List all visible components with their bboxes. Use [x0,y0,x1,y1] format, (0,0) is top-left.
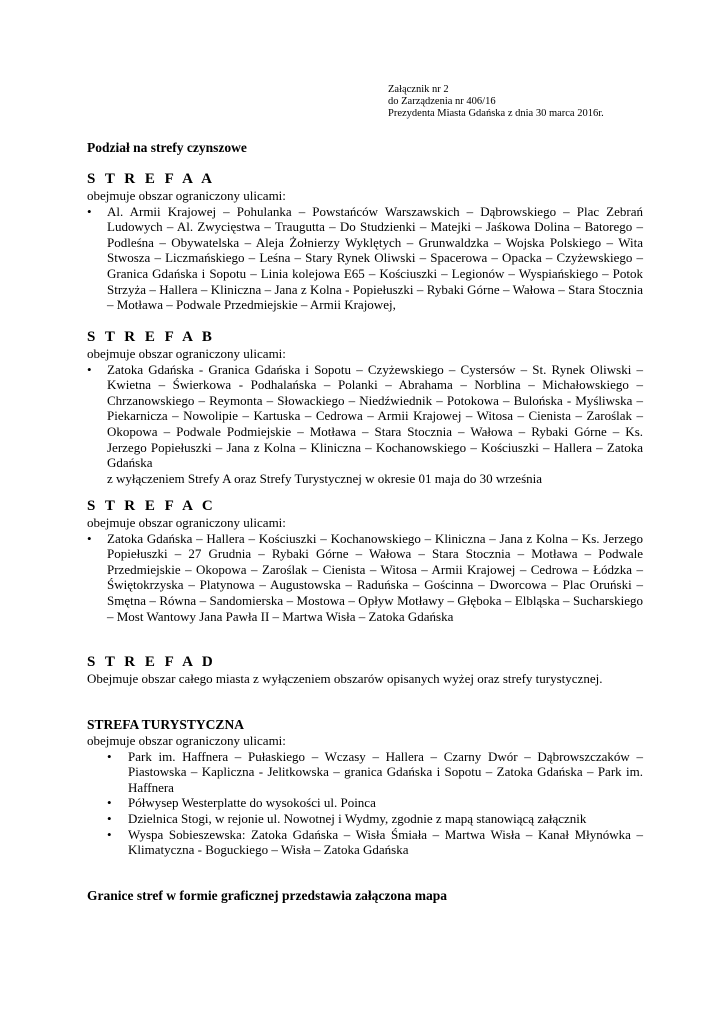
zone-tourist-title: STREFA TURYSTYCZNA [87,717,244,732]
zone-b-street-list [87,362,643,471]
zone-b-description: obejmuje obszar ograniczony ulicami: [87,346,286,361]
zone-b-exclusion: z wyłączeniem Strefy A oraz Strefy Turystycznej w okresie 01 maja do 30 września [107,470,543,486]
zone-b-title: S T R E F A B [87,329,215,345]
zone-tourist-street-list [87,749,643,858]
zone-c-section [87,497,643,624]
map-reference-note: Granice stref w formie graficznej przedstawia załączona mapa [87,888,448,903]
zone-c-street-list [87,531,643,625]
zone-d-title: S T R E F A D [87,654,216,670]
zone-d-section [87,653,643,687]
zone-d-description: Obejmuje obszar całego miasta z wyłączeniem obszarów opisanych wyżej oraz strefy turystycznej. [87,671,603,686]
zone-c-street-item: • Zatoka Gdańska – Hallera – Kościuszki – Kochanowskiego – Kliniczna – Jana z Kolna – Ks. Jerzego Popiełuszki – 27 Grudnia – Rybaki Górne – Wałowa – Stara Stocznia – Motława – Podwale Przedmiejskie – Okopowa – Zaroślak – Cienista – Witosa – Armii Krajowej – Cedrowa – Łódzka – Świętokrzyska – Platynowa – Augustowska – Raduńska – Gościnna – Dworcowa – Plac Oruński – Smętna – Równa – Sandomierska – Mostowa – Opływ Motławy – Głęboka – Elbląska – Sucharskiego – Most Wantowy Jana Pawła II – Martwa Wisła – Zatoka Gdańska [87,531,643,625]
zone-c-description: obejmuje obszar ograniczony ulicami: [87,515,286,530]
zone-tourist-item: • Dzielnica Stogi, w rejonie ul. Nowotnej i Wydmy, zgodnie z mapą stanowiącą załącznik [87,811,643,827]
zone-a-street-item: • Al. Armii Krajowej – Pohulanka – Powstańców Warszawskich – Dąbrowskiego – Plac Zebrań Ludowych – Al. Zwycięstwa – Traugutta – Do Studzienki – Matejki – Jaśkowa Dolina – Batorego – Podleśna – Obywatelska – Aleja Żołnierzy Wyklętych – Grunwaldzka – Wojska Polskiego – Wita Stwosza – Liczmańskiego – Leśna – Stary Rynek Oliwski – Spacerowa – Opacka – Czyżewskiego – Granica Gdańska i Sopotu – Linia kolejowa E65 – Kościuszki – Legionów – Wyspiańskiego – Potok Strzyża – Hallera – Kliniczna – Jana z Kolna - Popiełuszki – Rybaki Górne – Wałowa – Stara Stocznia – Motława – Podwale Przedmiejskie – Armii Krajowej, [87,204,643,313]
zone-tourist-item: • Półwysep Westerplatte do wysokości ul. Poinca [87,795,643,811]
attachment-header [388,84,604,120]
zone-tourist-item: • Park im. Haffnera – Pułaskiego – Wczasy – Hallera – Czarny Dwór – Dąbrowszczaków – Piastowska – Kapliczna - Jelitkowska – granica Gdańska i Sopotu – Zatoka Gdańska – Park im. Haffnera [87,749,643,796]
zone-c-title: S T R E F A C [87,498,216,514]
document-title: Podział na strefy czynszowe [87,140,247,155]
zone-b-section [87,328,643,486]
header-line-3: Prezydenta Miasta Gdańska z dnia 30 marca 2016r. [388,108,604,119]
header-line-2: do Zarządzenia nr 406/16 [388,96,496,107]
zone-a-street-list [87,204,643,313]
zone-b-street-item: • Zatoka Gdańska - Granica Gdańska i Sopotu – Czyżewskiego – Cystersów – St. Rynek Oliwski – Kwietna – Świerkowa - Podhalańska – Polanki – Abrahama – Norblina – Michałowskiego – Chrzanowskiego – Reymonta – Słowackiego – Niedźwiednik – Potokowa – Bulońska - Myśliwska – Piekarnicza – Nowolipie – Kartuska – Cedrowa – Armii Krajowej – Witosa – Cienista – Zaroślak – Okopowa – Podwale Podmiejskie – Motława – Stara Stocznia – Wałowa – Rybaki Górne – Ks. Jerzego Popiełuszki – Jana z Kolna – Kliniczna – Kochanowskiego – Kościuszki – Hallera – Zatoka Gdańska [87,362,643,471]
zone-a-description: obejmuje obszar ograniczony ulicami: [87,188,286,203]
zone-tourist-item: • Wyspa Sobieszewska: Zatoka Gdańska – Wisła Śmiała – Martwa Wisła – Kanał Młynówka – Klimatyczna - Boguckiego – Wisła – Zatoka Gdańska [87,827,643,858]
zone-tourist-section [87,716,643,858]
header-line-1: Załącznik nr 2 [388,84,449,95]
zone-a-title: S T R E F A A [87,171,215,187]
zone-a-section [87,170,643,313]
zone-tourist-description: obejmuje obszar ograniczony ulicami: [87,733,286,748]
